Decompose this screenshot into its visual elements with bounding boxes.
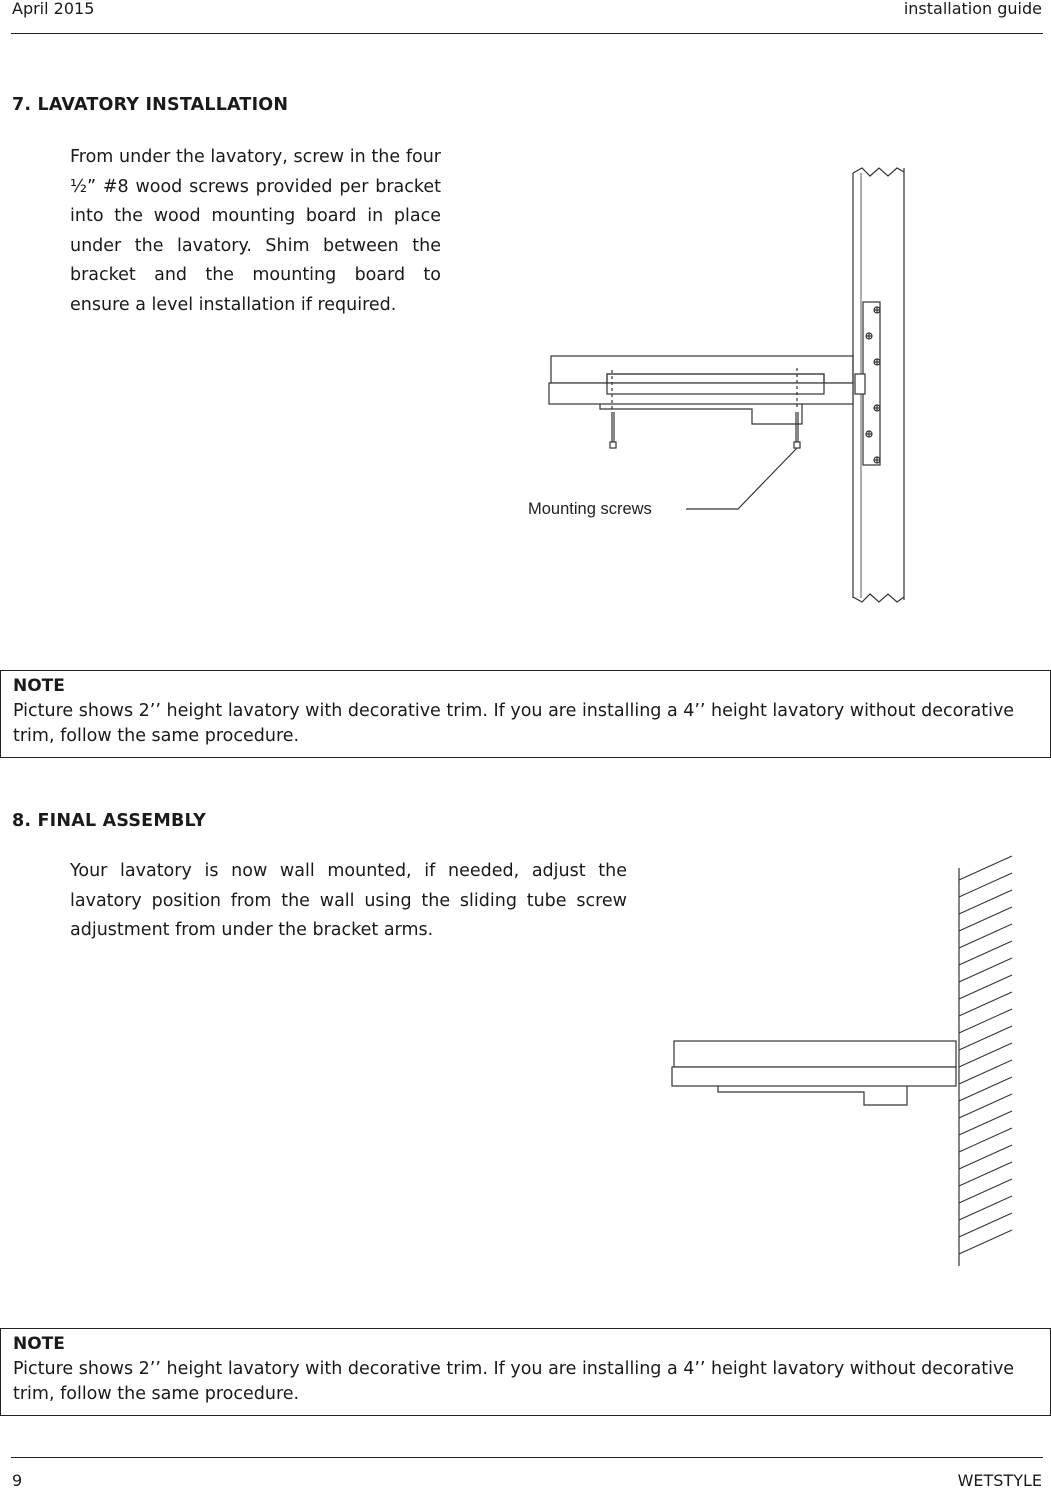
lavatory-underside	[718, 1086, 907, 1105]
section-7-body: From under the lavatory, screw in the four ½” #8 wood screws provided per bracket into the wood mounting board in place under the lavatory. Shim between the bracket and the mounting board to ensure a level installation if required.	[70, 147, 441, 315]
section-8-title: 8. FINAL ASSEMBLY	[12, 811, 206, 831]
mounting-screw-left	[610, 412, 616, 448]
note-box-2	[0, 1328, 1051, 1416]
footer-rule	[11, 1457, 1043, 1458]
section-8-body: Your lavatory is now wall mounted, if needed, adjust the lavatory position from the wall using the sliding tube screw adjustment from under the bracket arms.	[70, 861, 627, 940]
header-rule	[11, 33, 1043, 34]
header-doc-type: installation guide	[903, 0, 1042, 18]
plate-screws	[866, 307, 880, 463]
note-box-1	[0, 670, 1051, 758]
lavatory-top	[551, 356, 853, 383]
callout-leader	[686, 448, 797, 509]
note-1-text: Picture shows 2’’ height lavatory with decorative trim. If you are installing a 4’’ height lavatory without decorative trim, follow the same procedure.	[13, 701, 1015, 746]
footer-brand: WETSTYLE	[957, 1471, 1042, 1490]
note-1-title: NOTE	[13, 676, 65, 696]
wall-hatching	[959, 856, 1012, 1254]
lavatory-underside	[600, 404, 802, 424]
lavatory-bracket-figure	[520, 160, 920, 610]
final-assembly-figure	[665, 850, 1020, 1275]
mounting-screw-right	[794, 412, 800, 448]
callout-label: Mounting screws	[528, 500, 652, 518]
page-number: 9	[12, 1471, 23, 1490]
lavatory-top	[674, 1041, 956, 1067]
section-7-title: 7. LAVATORY INSTALLATION	[12, 95, 289, 115]
note-2-text: Picture shows 2’’ height lavatory with decorative trim. If you are installing a 4’’ height lavatory without decorative trim, follow the same procedure.	[13, 1359, 1015, 1404]
note-2-title: NOTE	[13, 1334, 65, 1354]
lavatory-trim	[672, 1067, 956, 1086]
header-date: April 2015	[12, 0, 95, 18]
